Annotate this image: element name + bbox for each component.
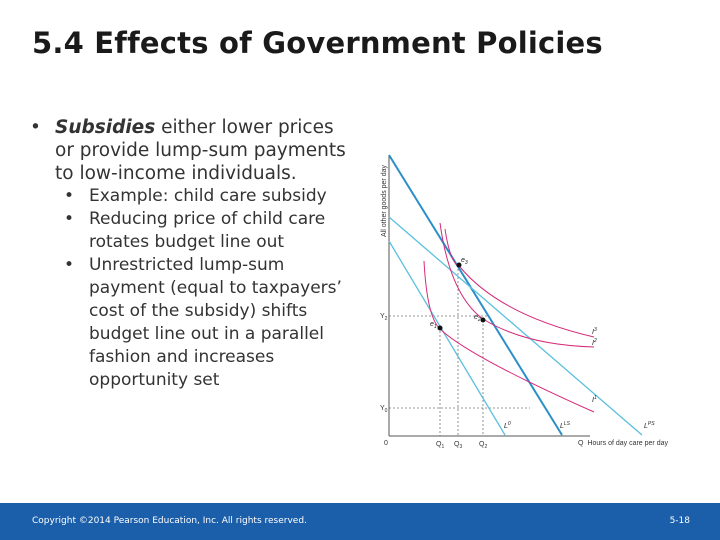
sub-bullet-text: Unrestricted lump-sum payment (equal to taxpayers’ cost of the subsidy) shifts budget line out in a parallel fashion and increases opportunity set <box>89 255 342 390</box>
budget-line-lls <box>389 155 562 435</box>
label-q3: $Q_3$ <box>454 441 463 450</box>
y-axis-label: All other goods per day <box>381 165 388 237</box>
label-i1: $I^1$ <box>592 395 597 404</box>
x-axis-label-text: Hours of day care per day <box>587 440 668 447</box>
slide-number: 5-18 <box>669 516 690 526</box>
label-q1: $Q_1$ <box>436 441 445 450</box>
y-label-y0: $Y_0$ <box>380 405 388 414</box>
sub-bullet-text: Example: child care subsidy <box>89 186 327 206</box>
bullet-marker: • <box>64 186 75 206</box>
sub-bullet <box>28 185 348 208</box>
indifference-curve-i2 <box>440 223 594 347</box>
slide-title: 5.4 Effects of Government Policies <box>32 26 603 60</box>
indifference-curve-i1 <box>424 261 594 412</box>
sub-bullet <box>28 254 348 392</box>
label-e1: $e_1$ <box>430 321 437 330</box>
main-bullet <box>28 116 348 185</box>
sub-bullet <box>28 208 348 254</box>
bullet-marker: • <box>64 255 75 275</box>
label-i3: $I^3$ <box>592 327 597 336</box>
bullet-marker: • <box>64 209 75 229</box>
label-l0: $L^0$ <box>504 421 511 430</box>
sub-bullet-text: Reducing price of child care rotates budget line out <box>89 209 326 252</box>
budget-constraint-diagram <box>370 145 690 460</box>
point-e1 <box>438 326 443 331</box>
footer-bar <box>0 503 720 540</box>
origin-label: 0 <box>384 440 388 447</box>
label-e2: $e_2$ <box>474 314 481 323</box>
y-label-y2: $Y_2$ <box>380 313 388 322</box>
label-lls: $L^{LS}$ <box>560 421 571 430</box>
slide-content <box>28 116 348 392</box>
budget-line-lps <box>389 217 642 435</box>
point-e2 <box>481 318 486 323</box>
budget-line-l0 <box>389 241 505 435</box>
x-axis-label: Q Hours of day care per day <box>578 440 668 447</box>
label-e3: $e_3$ <box>461 257 468 266</box>
bullet-emphasis: Subsidies <box>55 117 156 138</box>
label-i2: $I^2$ <box>592 338 597 347</box>
bullet-text: either lower prices or provide lump-sum payments to low-income individuals. <box>55 117 346 184</box>
label-q2: $Q_2$ <box>479 441 488 450</box>
label-lps: $L^{PS}$ <box>644 421 655 430</box>
bullet-marker: • <box>30 117 41 138</box>
copyright-text: Copyright ©2014 Pearson Education, Inc. All rights reserved. <box>32 516 307 526</box>
